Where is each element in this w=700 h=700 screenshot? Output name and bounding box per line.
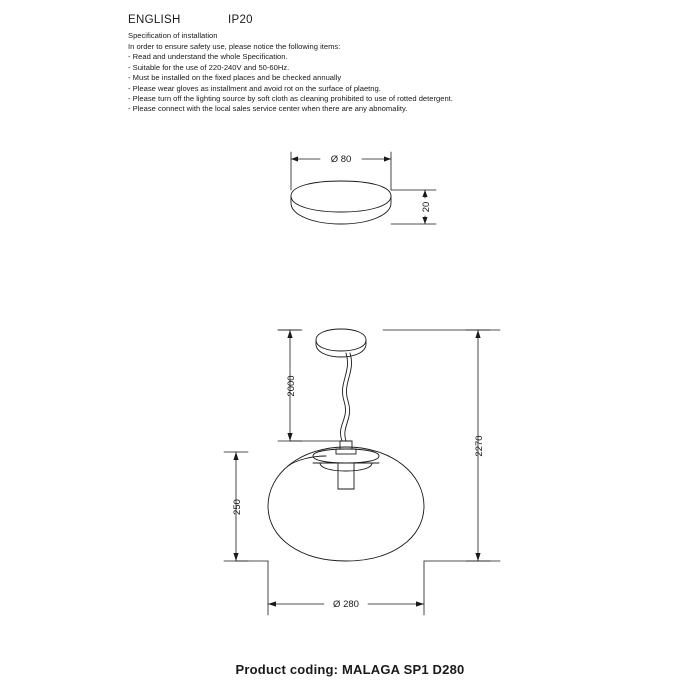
spec-item: - Read and understand the whole Specification.	[128, 52, 288, 62]
cord-length-label: 2000	[286, 375, 297, 397]
shade-diameter-label: Ø 280	[333, 599, 359, 610]
canopy-diameter-label: Ø 80	[330, 154, 352, 165]
glass-shade	[268, 447, 424, 561]
canopy-body	[291, 181, 391, 224]
spec-item: - Must be installed on the fixed places and be checked annually	[128, 73, 342, 83]
product-coding: Product coding: MALAGA SP1 D280	[235, 662, 465, 677]
ip-rating-label: IP20	[228, 14, 253, 26]
spec-item: - Please connect with the local sales service center when there are any abnomality.	[128, 104, 408, 114]
shade-height-label: 250	[232, 499, 243, 515]
canopy-height-label: 20	[421, 201, 432, 213]
lamp-socket	[338, 463, 354, 489]
shade-top-plate	[313, 449, 379, 471]
spec-intro: In order to ensure safety use, please notice the following items:	[128, 42, 341, 51]
spec-item: - Suitable for the use of 220-240V and 50-60Hz.	[128, 62, 290, 72]
total-height-label: 2270	[474, 435, 485, 457]
suspension-cable	[340, 353, 351, 441]
language-label: ENGLISH	[128, 14, 181, 26]
spec-heading: Specification of installation	[128, 31, 218, 40]
pendant-canopy	[316, 329, 366, 357]
spec-item: - Please turn off the lighting source by soft cloth as cleaning prohibited to use of rotted detergent.	[128, 94, 453, 104]
spec-item: - Please wear gloves as installment and avoid rot on the surface of plaetng.	[128, 83, 381, 93]
